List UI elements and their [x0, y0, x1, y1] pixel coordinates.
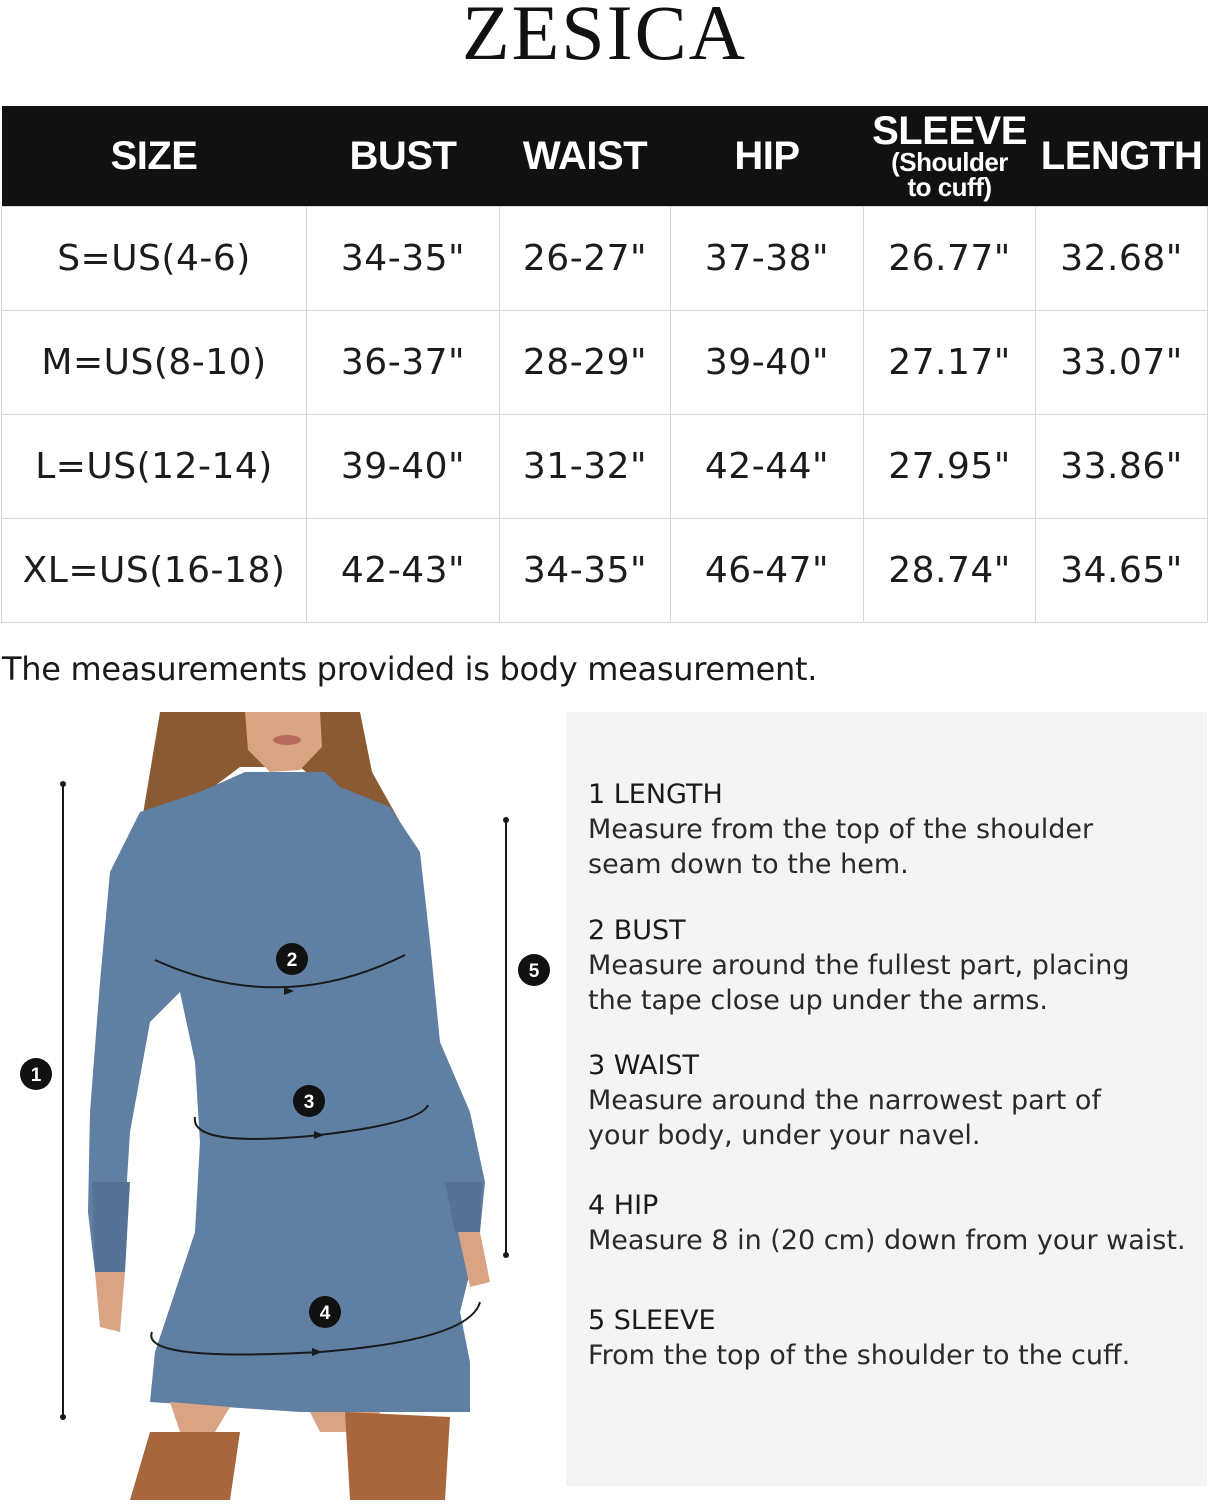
cell-sleeve: 27.95"	[864, 415, 1036, 519]
cell-hip: 37-38"	[671, 207, 864, 311]
dress-shape	[88, 772, 485, 1412]
guide-desc: the tape close up under the arms.	[588, 985, 1048, 1016]
header-sleeve	[864, 106, 1036, 207]
cell-bust: 39-40"	[307, 415, 500, 519]
guide-desc: Measure around the narrowest part of	[588, 1085, 1101, 1116]
guide-item-hip	[588, 1188, 1198, 1258]
left-leg	[170, 1402, 230, 1432]
lips-shape	[273, 735, 301, 745]
cell-hip: 46-47"	[671, 519, 864, 623]
marker-3	[293, 1085, 325, 1117]
marker-5-label: 5	[528, 961, 540, 982]
guide-item-sleeve	[588, 1303, 1198, 1373]
header-sleeve-sub-2: to cuff)	[907, 172, 992, 202]
dress-illustration	[0, 712, 566, 1500]
measurement-note: The measurements provided is body measurement.	[2, 650, 818, 688]
cell-sleeve: 28.74"	[864, 519, 1036, 623]
cell-waist: 31-32"	[500, 415, 671, 519]
guide-title: 1 LENGTH	[588, 779, 723, 810]
guide-title: 5 SLEEVE	[588, 1305, 716, 1336]
marker-1-label: 1	[30, 1065, 42, 1086]
marker-3-label: 3	[303, 1092, 315, 1113]
left-boot	[130, 1432, 240, 1500]
right-boot	[345, 1412, 450, 1500]
guide-desc: Measure around the fullest part, placing	[588, 950, 1130, 981]
guide-item-length	[588, 777, 1198, 882]
guide-desc: Measure from the top of the shoulder	[588, 814, 1094, 845]
cell-bust: 36-37"	[307, 311, 500, 415]
table-row	[2, 415, 1208, 519]
cell-size: XL=US(16-18)	[2, 519, 307, 623]
guide-desc: Measure 8 in (20 cm) down from your waist.	[588, 1225, 1186, 1256]
table-row	[2, 207, 1208, 311]
cell-size: S=US(4-6)	[2, 207, 307, 311]
header-bust: BUST	[307, 106, 500, 207]
cell-length: 34.65"	[1036, 519, 1208, 623]
guide-desc: your body, under your navel.	[588, 1120, 981, 1151]
cell-hip: 39-40"	[671, 311, 864, 415]
guide-item-waist	[588, 1048, 1198, 1153]
guide-item-bust	[588, 913, 1198, 1018]
sleeve-line-bottom-dot	[503, 1252, 509, 1258]
header-size: SIZE	[2, 106, 307, 207]
measurement-guide-panel	[566, 712, 1207, 1486]
length-line-top-dot	[60, 781, 66, 787]
header-hip: HIP	[671, 106, 864, 207]
header-length: LENGTH	[1036, 106, 1208, 207]
cell-sleeve: 26.77"	[864, 207, 1036, 311]
dress-measurement-figure	[0, 712, 566, 1500]
cell-bust: 42-43"	[307, 519, 500, 623]
cell-length: 33.07"	[1036, 311, 1208, 415]
size-chart-table	[1, 106, 1208, 623]
header-sleeve-label: SLEEVE	[872, 109, 1027, 153]
sleeve-line-top-dot	[503, 817, 509, 823]
cell-length: 32.68"	[1036, 207, 1208, 311]
cell-waist: 26-27"	[500, 207, 671, 311]
brand-logo: ZESICA	[462, 0, 747, 76]
cell-waist: 28-29"	[500, 311, 671, 415]
cell-bust: 34-35"	[307, 207, 500, 311]
guide-desc: From the top of the shoulder to the cuff.	[588, 1340, 1131, 1371]
header-sleeve-sub-1: (Shoulder	[891, 147, 1008, 177]
cell-length: 33.86"	[1036, 415, 1208, 519]
cell-waist: 34-35"	[500, 519, 671, 623]
left-cuff	[92, 1182, 130, 1272]
cell-size: L=US(12-14)	[2, 415, 307, 519]
guide-title: 4 HIP	[588, 1190, 659, 1221]
marker-4-label: 4	[319, 1303, 331, 1324]
cell-hip: 42-44"	[671, 415, 864, 519]
marker-2	[276, 943, 308, 975]
marker-2-label: 2	[286, 950, 298, 971]
header-waist: WAIST	[500, 106, 671, 207]
left-hand	[95, 1272, 125, 1332]
table-header-row	[2, 106, 1208, 207]
cell-sleeve: 27.17"	[864, 311, 1036, 415]
table-row	[2, 311, 1208, 415]
length-line-bottom-dot	[60, 1414, 66, 1420]
marker-1	[20, 1058, 52, 1090]
table-row	[2, 519, 1208, 623]
cell-size: M=US(8-10)	[2, 311, 307, 415]
guide-title: 3 WAIST	[588, 1050, 700, 1081]
marker-4	[309, 1296, 341, 1328]
guide-desc: seam down to the hem.	[588, 849, 909, 880]
marker-5	[518, 954, 550, 986]
guide-title: 2 BUST	[588, 915, 686, 946]
